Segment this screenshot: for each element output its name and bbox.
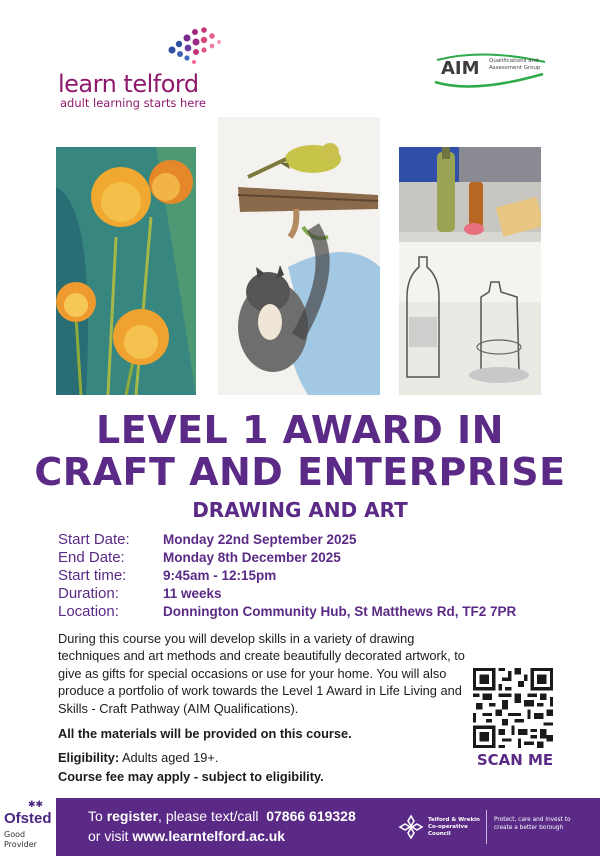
course-title-line1: LEVEL 1 AWARD IN	[96, 408, 504, 452]
scan-me-label: SCAN ME	[476, 751, 554, 769]
course-description: During this course you will develop skills in a variety of drawing techniques and art methods and create beautifully decorated artwork, to give as gifts for special occasions or use for your home. You will also produce a portfolio of work towards the Level 1 Award in Life Living and Skills - Craft Pathway (AIM Qualifications).	[58, 631, 465, 716]
ofsted-logo-text: Ofsted	[4, 810, 52, 827]
detail-label: Duration:	[58, 584, 119, 602]
detail-label: Start time:	[58, 566, 127, 584]
council-name: Telford & Wrekin Co-operative Council	[428, 817, 480, 837]
learn-telford-logo	[58, 24, 248, 110]
detail-label: Start Date:	[58, 530, 130, 548]
council-tagline: Protect, care and invest to create a better borough	[494, 817, 571, 831]
bottles-still-life-drawing	[399, 147, 541, 395]
fee-note: Course fee may apply - subject to eligibility.	[58, 769, 324, 784]
detail-value: Monday 22nd September 2025	[163, 531, 357, 547]
aim-qualifications-logo	[433, 52, 553, 92]
ofsted-rating: Good Provider	[4, 830, 37, 849]
detail-label: Location:	[58, 602, 119, 620]
register-mid: , please text/call	[158, 808, 259, 824]
brand-tagline: adult learning starts here	[60, 96, 206, 110]
brand-name: learn telford	[58, 70, 199, 98]
materials-note: All the materials will be provided on this course.	[58, 726, 352, 741]
detail-value: Donnington Community Hub, St Matthews Rd, TF2 7PR	[163, 603, 517, 619]
visit-prefix: or visit	[88, 828, 129, 844]
aim-logo-subtitle: Qualifications and Assessment Group	[489, 58, 541, 71]
website-link[interactable]: www.learntelford.ac.uk	[132, 828, 286, 844]
detail-row-end-date	[58, 548, 578, 566]
eligibility-value: Adults aged 19+.	[122, 750, 219, 765]
phone-number-link[interactable]: 07866 619328	[266, 808, 356, 824]
footer-divider	[486, 810, 487, 844]
watercolour-flowers-painting	[56, 147, 196, 395]
eligibility	[58, 750, 218, 765]
visit-line	[88, 828, 285, 844]
council-logo	[398, 810, 482, 844]
detail-row-start-date	[58, 530, 578, 548]
detail-value: Monday 8th December 2025	[163, 549, 341, 565]
course-title-line2: CRAFT AND ENTERPRISE	[34, 450, 566, 494]
detail-label: End Date:	[58, 548, 125, 566]
logo-dots-icon	[166, 24, 226, 68]
qr-code-icon[interactable]	[473, 668, 553, 748]
ofsted-stars-icon: ✱✱	[28, 800, 44, 810]
detail-value: 11 weeks	[163, 585, 222, 601]
detail-value: 9:45am - 12:15pm	[163, 567, 277, 583]
register-prefix: To	[88, 808, 103, 824]
footer-bar	[0, 798, 600, 856]
detail-row-start-time	[58, 566, 578, 584]
register-word: register	[106, 808, 159, 824]
register-line	[88, 808, 356, 824]
course-details	[58, 530, 578, 620]
detail-row-duration	[58, 584, 578, 602]
council-emblem-icon	[398, 814, 424, 840]
bird-and-squirrel-watercolour	[218, 117, 380, 395]
eligibility-label: Eligibility:	[58, 750, 120, 765]
course-subtitle: DRAWING AND ART	[192, 498, 408, 522]
aim-logo-text: AIM	[441, 58, 480, 79]
detail-row-location	[58, 602, 578, 620]
ofsted-badge	[0, 798, 56, 856]
